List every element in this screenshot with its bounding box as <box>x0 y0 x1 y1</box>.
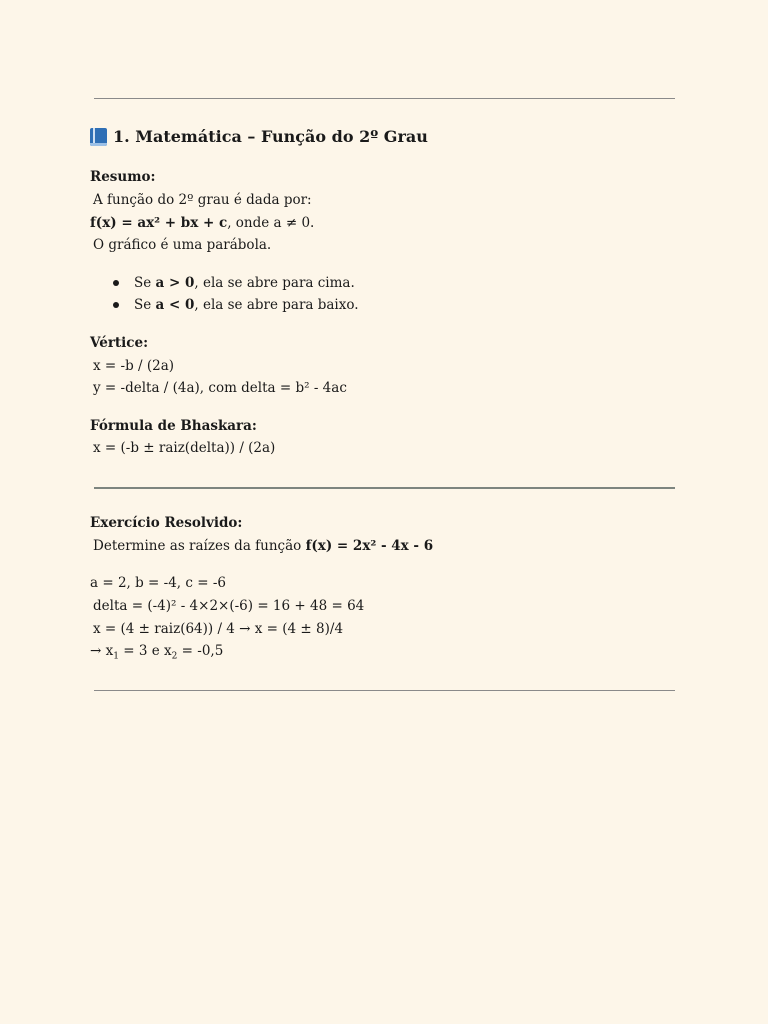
vertice-heading: Vértice: <box>90 335 149 351</box>
exercicio-line-1: a = 2, b = -4, c = -6 <box>90 575 226 591</box>
bullet-item-2 <box>113 295 359 315</box>
resumo-line-1: A função do 2º grau é dada por: <box>93 192 312 208</box>
section-title-number: 1. <box>113 127 130 146</box>
resumo-heading: Resumo: <box>90 169 156 185</box>
exercicio-prompt-bold: f(x) = 2x² - 4x - 6 <box>305 538 434 554</box>
bullet-2-suffix: , ela se abre para baixo. <box>194 297 359 313</box>
bullet-dot-icon <box>113 280 119 286</box>
exercicio-line-4-c: = -0,5 <box>177 643 224 659</box>
resumo-formula-rest: , onde a ≠ 0. <box>227 215 315 231</box>
exercicio-prompt <box>90 536 433 556</box>
vertice-line-2: y = -delta / (4a), com delta = b² - 4ac <box>93 380 347 396</box>
middle-divider <box>94 487 675 489</box>
exercicio-heading: Exercício Resolvido: <box>90 515 243 531</box>
bottom-divider <box>94 690 675 691</box>
bullet-1-bold: a > 0 <box>155 275 195 291</box>
bhaskara-line-1: x = (-b ± raiz(delta)) / (2a) <box>93 440 276 456</box>
bullet-1-suffix: , ela se abre para cima. <box>194 275 355 291</box>
exercicio-line-4 <box>90 641 223 667</box>
exercicio-line-4-a: → x <box>90 643 114 659</box>
section-title-text: Matemática – Função do 2º Grau <box>135 127 428 146</box>
bullet-1-prefix: Se <box>134 275 156 291</box>
top-divider <box>94 98 675 99</box>
exercicio-line-4-sub1: 1 <box>113 651 119 662</box>
book-icon <box>90 128 107 146</box>
bullet-2-bold: a < 0 <box>155 297 195 313</box>
bullet-2-prefix: Se <box>134 297 156 313</box>
resumo-formula-bold: f(x) = ax² + bx + c <box>90 215 228 231</box>
vertice-line-1: x = -b / (2a) <box>93 358 175 374</box>
exercicio-prompt-text: Determine as raízes da função <box>93 538 306 554</box>
section-title <box>90 127 428 147</box>
bhaskara-heading: Fórmula de Bhaskara: <box>90 418 257 434</box>
resumo-line-3: O gráfico é uma parábola. <box>93 237 272 253</box>
resumo-formula <box>90 213 314 233</box>
exercicio-line-4-sub2: 2 <box>171 651 178 662</box>
exercicio-line-3: x = (4 ± raiz(64)) / 4 → x = (4 ± 8)/4 <box>93 621 344 637</box>
exercicio-line-2: delta = (-4)² - 4×2×(-6) = 16 + 48 = 64 <box>93 598 365 614</box>
bullet-item-1 <box>113 273 355 293</box>
exercicio-line-4-b: = 3 e x <box>118 643 172 659</box>
bullet-dot-icon <box>113 302 119 308</box>
